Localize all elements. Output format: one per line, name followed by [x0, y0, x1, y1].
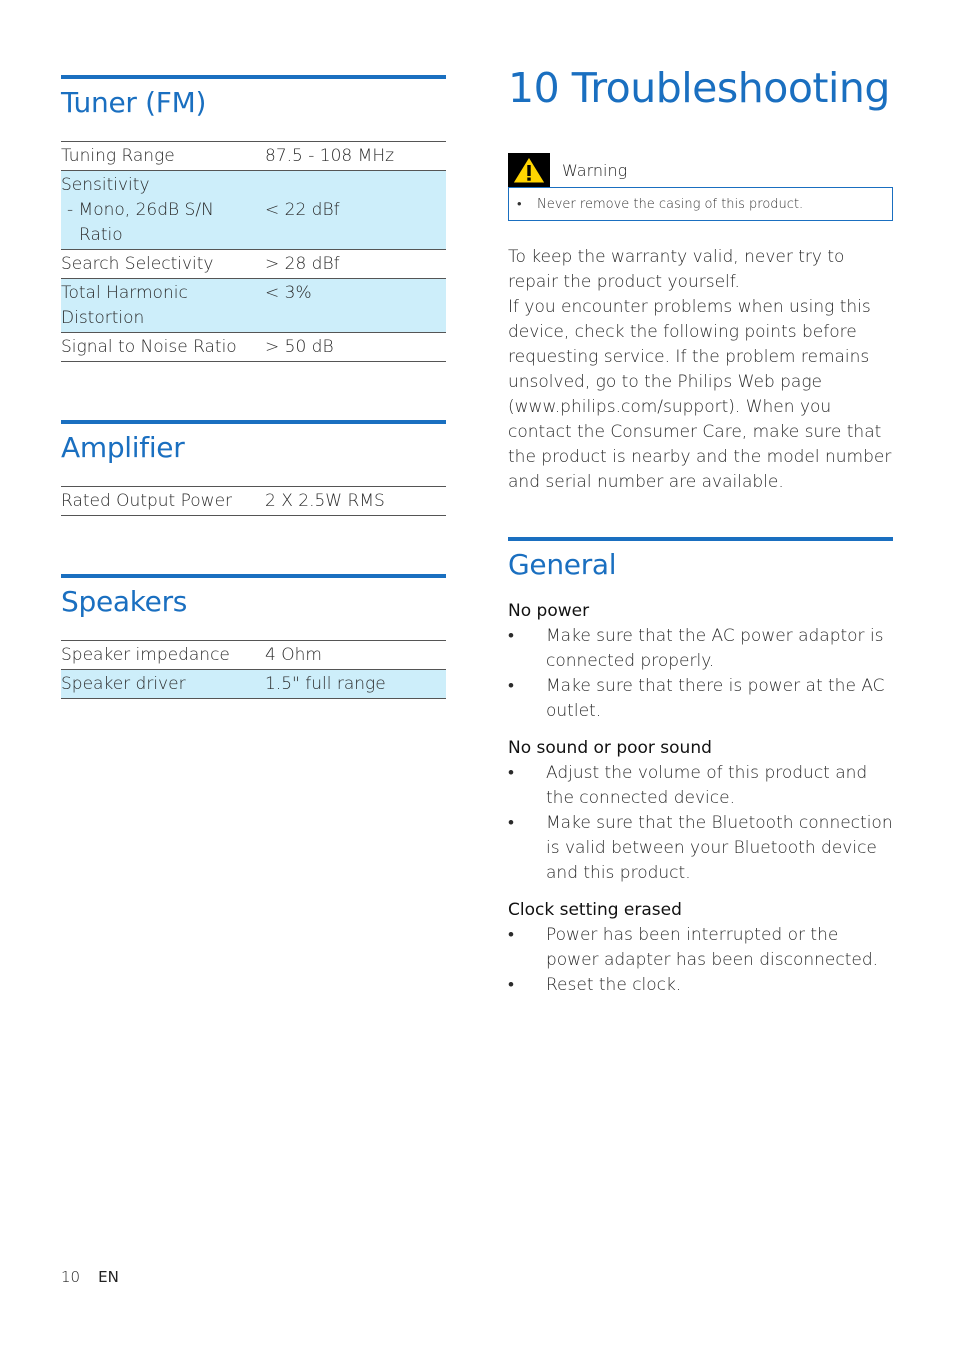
language-code: EN: [98, 1268, 119, 1286]
intro-paragraph: If you encounter problems when using this device, check the following points before requesting service. If the problem remains unsolved, go to the Philips Web page (www.philips.com/support). When you contact the Consumer Care, make sure that the product is nearby and the model number and serial number are available.: [508, 297, 892, 492]
spec-key-line: Distortion: [61, 308, 145, 328]
bullet: •: [508, 763, 514, 783]
spec-value: 2 X 2.5W RMS: [265, 491, 385, 511]
spec-key: Search Selectivity: [61, 254, 214, 274]
solution-text: Make sure that there is power at the AC outlet.: [546, 676, 885, 721]
spec-value: 87.5 - 108 MHz: [265, 146, 395, 166]
page-footer: [61, 1268, 119, 1286]
spec-value: < 3%: [265, 283, 312, 303]
speakers-heading: Speakers: [61, 574, 446, 616]
bullet: •: [508, 813, 514, 833]
problem-title: No power: [508, 601, 590, 621]
solution-text: Reset the clock.: [546, 975, 682, 995]
list-item: [508, 811, 893, 886]
amplifier-heading: Amplifier: [61, 420, 446, 462]
list-item: [508, 923, 893, 973]
table-row: [61, 279, 446, 333]
chapter-title: 10 Troubleshooting: [508, 64, 890, 112]
problem-title: Clock setting erased: [508, 900, 682, 920]
spec-value: < 22 dBf: [265, 200, 340, 220]
spec-value: 1.5" full range: [265, 674, 386, 694]
problem-title: No sound or poor sound: [508, 738, 712, 758]
spec-key-line: Total Harmonic: [61, 283, 188, 303]
tuner-table: [61, 141, 446, 362]
spec-value: 4 Ohm: [265, 645, 322, 665]
warning-icon: [508, 153, 550, 187]
solution-list: [508, 761, 893, 886]
warning-box: [508, 187, 893, 221]
spec-key-line: Ratio: [79, 225, 123, 245]
tuner-heading: Tuner (FM): [61, 75, 446, 117]
bullet: •: [508, 925, 514, 945]
warning-text: Never remove the casing of this product.: [537, 197, 804, 212]
spec-value: > 50 dB: [265, 337, 334, 357]
spec-value: > 28 dBf: [265, 254, 340, 274]
spec-key: Speaker driver: [61, 674, 186, 694]
general-heading: General: [508, 537, 893, 579]
bullet: •: [508, 676, 514, 696]
table-row: [61, 333, 446, 362]
solution-text: Power has been interrupted or the power adapter has been disconnected.: [546, 925, 879, 970]
spec-key-line: - Mono, 26dB S/N: [67, 200, 214, 220]
spec-key: [61, 279, 265, 333]
solution-list: [508, 923, 893, 998]
spec-key: Speaker impedance: [61, 645, 230, 665]
table-row: [61, 641, 446, 670]
table-row: [61, 487, 446, 516]
list-item: [508, 674, 893, 724]
warning-header: [508, 153, 893, 187]
table-row: [61, 142, 446, 171]
bullet: •: [508, 626, 514, 646]
page-number: 10: [61, 1268, 81, 1286]
warning-label: Warning: [562, 160, 628, 180]
solution-text: Make sure that the AC power adaptor is connected properly.: [546, 626, 884, 671]
intro-text: [508, 245, 893, 495]
bullet: •: [508, 975, 514, 995]
solution-text: Make sure that the Bluetooth connection is valid between your Bluetooth device and this product.: [546, 813, 893, 883]
intro-paragraph: To keep the warranty valid, never try to repair the product yourself.: [508, 247, 845, 292]
troubleshooting-column: [508, 64, 893, 998]
spec-key-line: Sensitivity: [61, 175, 150, 195]
spec-key: Signal to Noise Ratio: [61, 337, 237, 357]
amplifier-table: [61, 486, 446, 516]
spec-key: [61, 171, 265, 250]
specifications-column: [61, 75, 446, 699]
spec-key: Tuning Range: [61, 146, 175, 166]
list-item: [508, 624, 893, 674]
table-row: [61, 171, 446, 250]
list-item: [508, 761, 893, 811]
list-item: [508, 973, 893, 998]
bullet: •: [517, 197, 522, 212]
speakers-table: [61, 640, 446, 699]
table-row: [61, 250, 446, 279]
solution-text: Adjust the volume of this product and the connected device.: [546, 763, 868, 808]
spec-key: Rated Output Power: [61, 491, 233, 511]
solution-list: [508, 624, 893, 724]
table-row: [61, 670, 446, 699]
